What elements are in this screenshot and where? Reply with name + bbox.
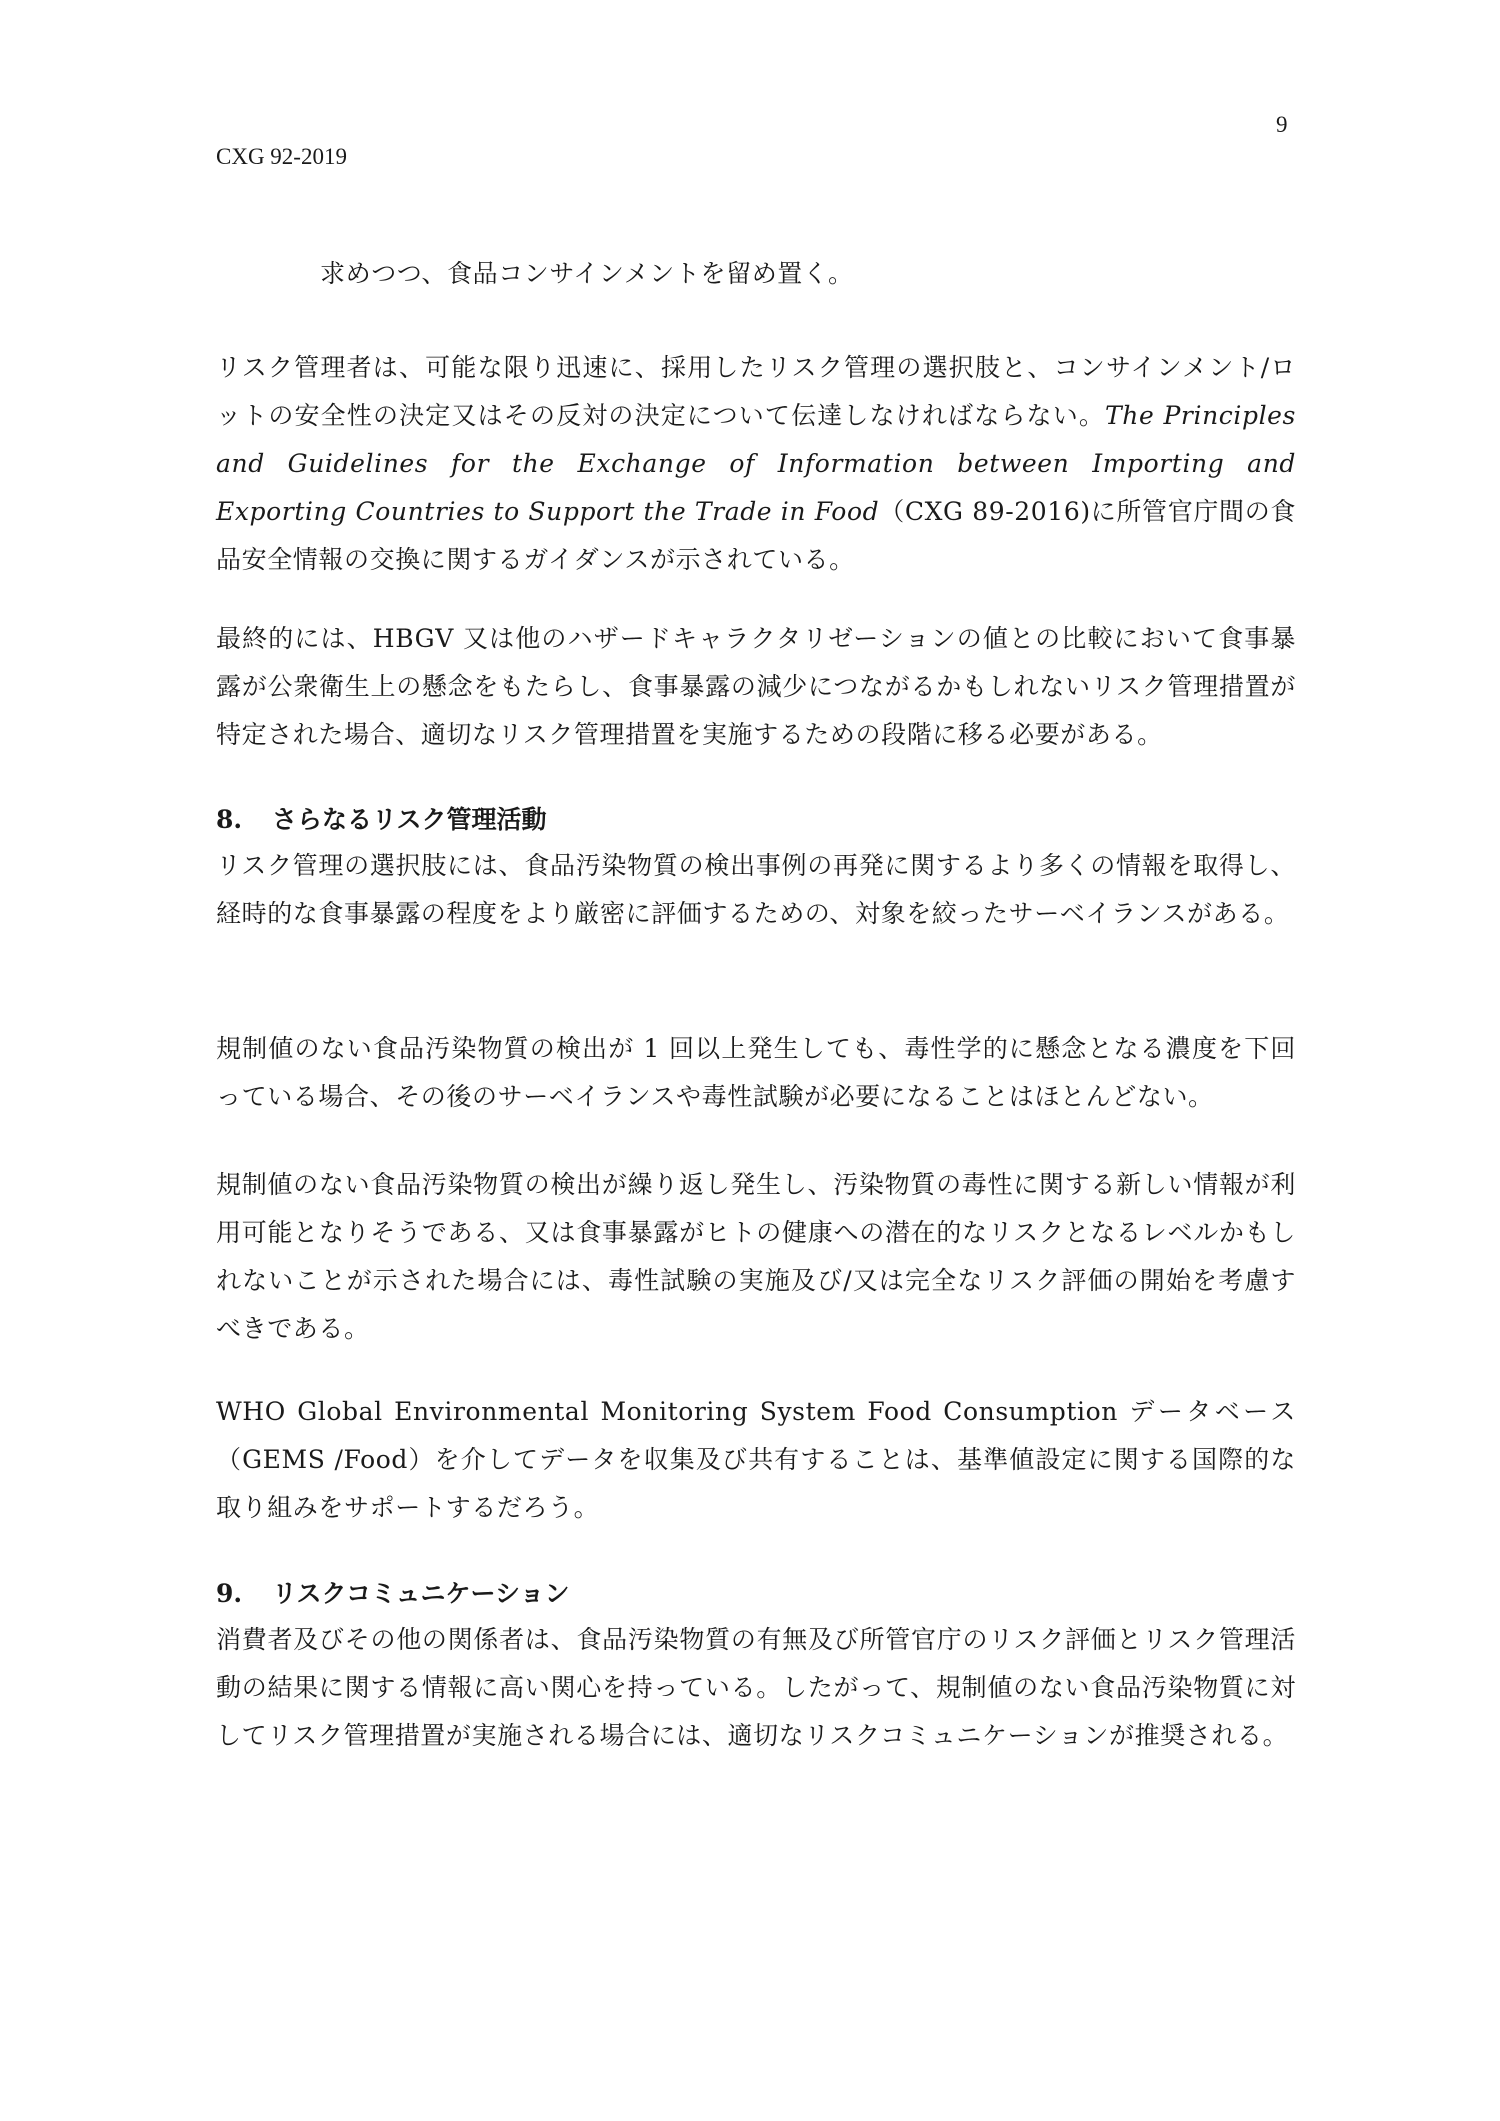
- section-9-number: 9.: [216, 1579, 243, 1608]
- section-9-title: リスクコミュニケーション: [272, 1579, 570, 1608]
- page-number: 9: [1276, 112, 1288, 137]
- paragraph-final: [216, 615, 1296, 759]
- document-code: CXG 92-2019: [216, 144, 347, 169]
- continuation-text: 求めつつ、食品コンサインメントを留め置く。: [320, 259, 854, 288]
- continuation-paragraph: [216, 250, 1296, 298]
- section-9-paragraph-1-text: 消費者及びその他の関係者は、食品汚染物質の有無及び所管官庁のリスク評価とリスク管理活動の結果に関する情報に高い関心を持っている。したがって、規制値のない食品汚染物質に対してリスク管理措置が実施される場合には、適切なリスクコミュニケーションが推奨される。: [216, 1625, 1296, 1750]
- paragraph-communication: [216, 344, 1296, 584]
- section-8-paragraph-4: [216, 1388, 1296, 1532]
- section-8-title: さらなるリスク管理活動: [272, 805, 547, 834]
- referenced-document-title: The Principles and Guidelines for the Exchange of Information between Importing and Exporting Countries to Support the Trade in Food: [216, 401, 1296, 526]
- paragraph-text-b: （CXG 89-2016)に所管官庁間の食品安全情報の交換に関するガイダンスが示されている。: [216, 497, 1296, 574]
- paragraph-text-a: リスク管理者は、可能な限り迅速に、採用したリスク管理の選択肢と、コンサインメント/ロットの安全性の決定又はその反対の決定について伝達しなければならない。: [216, 353, 1296, 430]
- section-8-paragraph-4-text: WHO Global Environmental Monitoring System Food Consumption データベース（GEMS /Food）を介してデータを収集及び共有することは、基準値設定に関する国際的な取り組みをサポートするだろう。: [216, 1397, 1296, 1522]
- section-9-heading: [216, 1570, 570, 1618]
- section-8-paragraph-2-text: 規制値のない食品汚染物質の検出が 1 回以上発生しても、毒性学的に懸念となる濃度を下回っている場合、その後のサーベイランスや毒性試験が必要になることはほとんどない。: [216, 1034, 1296, 1111]
- section-8-paragraph-2: [216, 1025, 1296, 1121]
- section-8-number: 8.: [216, 805, 243, 834]
- section-8-paragraph-3-text: 規制値のない食品汚染物質の検出が繰り返し発生し、汚染物質の毒性に関する新しい情報が利用可能となりそうである、又は食事暴露がヒトの健康への潜在的なリスクとなるレベルかもしれないことが示された場合には、毒性試験の実施及び/又は完全なリスク評価の開始を考慮すべきである。: [216, 1170, 1296, 1343]
- paragraph-communication-text: [216, 344, 1296, 584]
- paragraph-final-text: 最終的には、HBGV 又は他のハザードキャラクタリゼーションの値との比較において食事暴露が公衆衛生上の懸念をもたらし、食事暴露の減少につながるかもしれないリスク管理措置が特定された場合、適切なリスク管理措置を実施するための段階に移る必要がある。: [216, 624, 1296, 749]
- section-8-paragraph-1: [216, 842, 1296, 938]
- section-8-paragraph-1-text: リスク管理の選択肢には、食品汚染物質の検出事例の再発に関するより多くの情報を取得し、経時的な食事暴露の程度をより厳密に評価するための、対象を絞ったサーベイランスがある。: [216, 851, 1296, 928]
- section-8-paragraph-3: [216, 1161, 1296, 1353]
- section-9-paragraph-1: [216, 1616, 1296, 1760]
- section-8-heading: [216, 796, 547, 844]
